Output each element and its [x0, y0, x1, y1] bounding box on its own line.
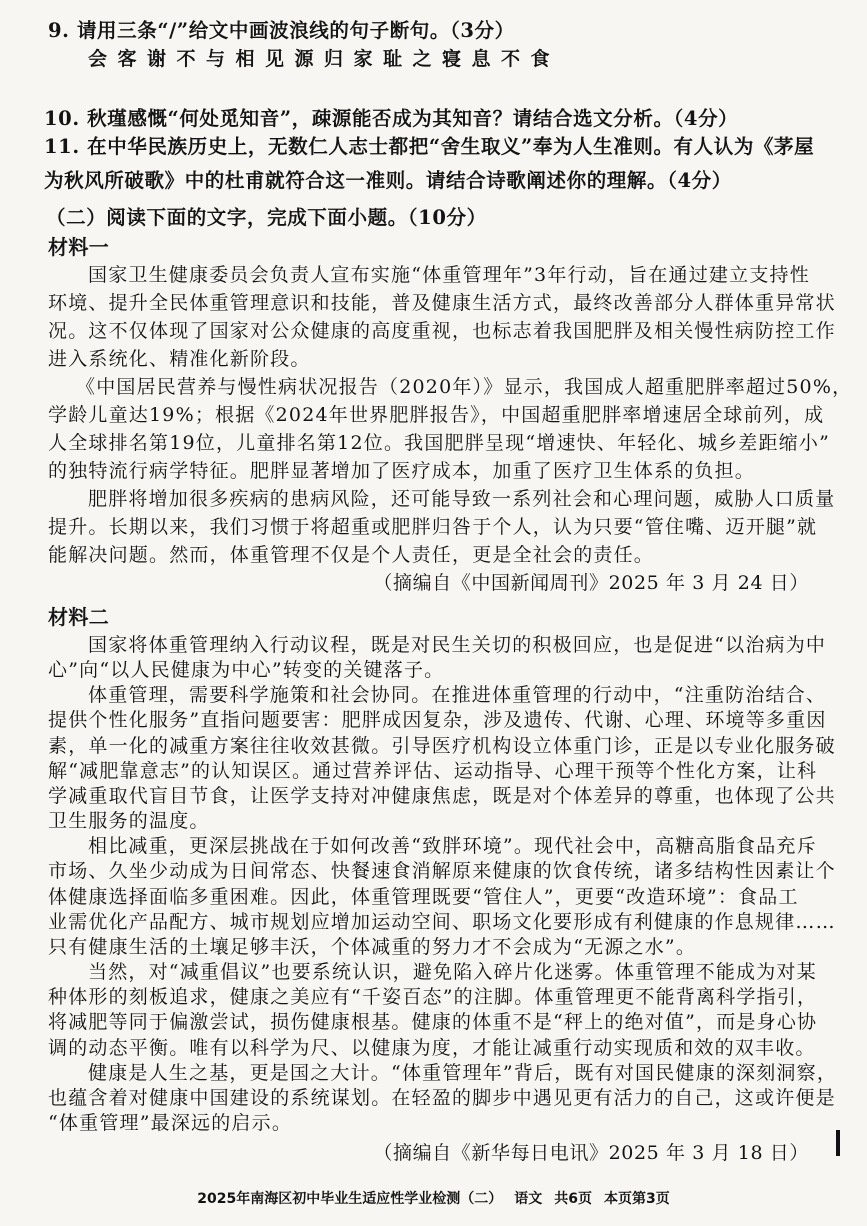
material-2-line: 调的动态平衡。唯有以科学为尺、以健康为度，才能让减重行动实现质和效的双丰收。: [48, 1037, 816, 1059]
material-1-line: 进入系统化、精准化新阶段。: [48, 348, 311, 370]
material-1-line: 国家卫生健康委员会负责人宣布实施“体重管理年”3年行动，旨在通过建立支持性: [88, 264, 810, 286]
material-2-line: 当然，对“减重倡议”也要系统认识，避免陷入碎片化迷雾。体重管理不能成为对某: [88, 961, 817, 983]
question-9: 9. 请用三条“/”给文中画波浪线的句子断句。（3分）: [48, 19, 515, 42]
material-2-line: “体重管理”最深远的启示。: [48, 1112, 293, 1134]
material-2-line: 提供个性化服务”直指问题要害：肥胖成因复杂，涉及遗传、代谢、心理、环境等多重因: [48, 709, 827, 731]
material-2-line: 卫生服务的温度。: [48, 810, 210, 832]
material-2-line: 解“减肥靠意志”的认知误区。通过营养评估、运动指导、心理干预等个性化方案，让科: [48, 760, 818, 782]
material-2-line: 业需优化产品配方、城市规划应增加运动空间、职场文化要形成有利健康的作息规律……: [48, 911, 836, 933]
material-2-line: 只有健康生活的土壤足够丰沃，个体减重的努力才不会成为“无源之水”。: [48, 936, 697, 958]
material-2-line: 素，单一化的减重方案往往收效甚微。引导医疗机构设立体重门诊，正是以专业化服务破: [48, 735, 836, 757]
material-2-line: 体重管理，需要科学施策和社会协同。在推进体重管理的行动中，“注重防治结合、: [88, 684, 827, 706]
material-2-line: 国家将体重管理纳入行动议程，既是对民生关切的积极回应，也是促进“以治病为中: [88, 634, 827, 656]
material-2-line: 体健康选择面临多重困难。因此，体重管理既要“管住人”，更要“改造环境”：食品工: [48, 886, 799, 908]
material-1-heading: 材料一: [48, 235, 110, 259]
material-1-line: 能解决问题。然而，体重管理不仅是个人责任，更是全社会的责任。: [48, 544, 655, 566]
page-footer: [0, 1188, 867, 1208]
footer-total-pages: 共6页: [554, 1191, 592, 1207]
question-11-line-1: 11. 在中华民族历史上，无数仁人志士都把“舍生取义”奉为人生准则。有人认为《茅屋: [44, 135, 815, 158]
material-2-line: 市场、久坐少动成为日间常态、快餐速食消解原来健康的饮食传统，诸多结构性因素让个: [48, 860, 836, 882]
footer-subject: 语文: [514, 1191, 543, 1207]
section-title: （二）阅读下面的文字，完成下面小题。（10分）: [46, 206, 487, 229]
material-2-line: 心”向“以人民健康为中心”转变的关键落子。: [48, 659, 445, 681]
material-1-line: 《中国居民营养与慢性病状况报告（2020年）》显示，我国成人超重肥胖率超过50%，: [76, 376, 853, 398]
material-1-line: 提升。长期以来，我们习惯于将超重或肥胖归咎于个人，认为只要“管住嘴、迈开腿”就: [48, 516, 818, 538]
material-2-line: 将减肥等同于偏激尝试，损伤健康根基。健康的体重不是“秤上的绝对值”，而是身心协: [48, 1011, 818, 1033]
material-1-line: 肥胖将增加很多疾病的患病风险，还可能导致一系列社会和心理问题，威胁人口质量: [88, 488, 836, 510]
material-2-line: 种体形的刻板追求，健康之美应有“千姿百态”的注脚。体重管理更不能背离科学指引，: [48, 986, 818, 1008]
question-10: 10. 秋瑾感慨“何处觅知音”，疎源能否成为其知音？请结合选文分析。（4分）: [44, 107, 739, 130]
material-2-line: 也蕴含着对健康中国建设的系统谋划。在轻盈的脚步中遇见更有活力的自己，这或许便是: [48, 1087, 836, 1109]
material-2-heading: 材料二: [48, 605, 110, 629]
margin-mark: [836, 1130, 840, 1156]
material-1-line: 的独特流行病学特征。肥胖显著增加了医疗成本，加重了医疗卫生体系的负担。: [48, 460, 756, 482]
footer-exam-title: 2025年南海区初中毕业生适应性学业检测（二）: [197, 1191, 503, 1207]
material-2-line: 健康是人生之基，更是国之大计。“体重管理年”背后，既有对国民健康的深刻洞察，: [88, 1062, 838, 1084]
material-1-line: 环境、提升全民体重管理意识和技能，普及健康生活方式，最终改善部分人群体重异常状: [48, 292, 836, 314]
material-2-line: 学减重取代盲目节食，让医学支持对冲健康焦虑，既是对个体差异的尊重，也体现了公共: [48, 785, 836, 807]
material-1-line: 况。这不仅体现了国家对公众健康的高度重视，也标志着我国肥胖及相关慢性病防控工作: [48, 320, 836, 342]
material-2-source: （摘编自《新华每日电讯》2025 年 3 月 18 日）: [373, 1142, 809, 1164]
footer-page-number: 本页第3页: [603, 1191, 670, 1207]
question-11-line-2: 为秋风所破歌》中的杜甫就符合这一准则。请结合诗歌阐述你的理解。（4分）: [44, 169, 732, 192]
material-1-source: （摘编自《中国新闻周刊》2025 年 3 月 24 日）: [373, 572, 809, 594]
question-9-sentence: 会客谢不与相见源归家耻之寝息不食: [88, 48, 561, 70]
material-2-line: 相比减重，更深层挑战在于如何改善“致胖环境”。现代社会中，高糖高脂食品充斥: [88, 835, 817, 857]
material-1-line: 人全球排名第19位，儿童排名第12位。我国肥胖呈现“增速快、年轻化、城乡差距缩小”: [48, 432, 830, 454]
material-1-line: 学龄儿童达19%；根据《2024年世界肥胖报告》，中国超重肥胖率增速居全球前列，成: [48, 404, 825, 426]
